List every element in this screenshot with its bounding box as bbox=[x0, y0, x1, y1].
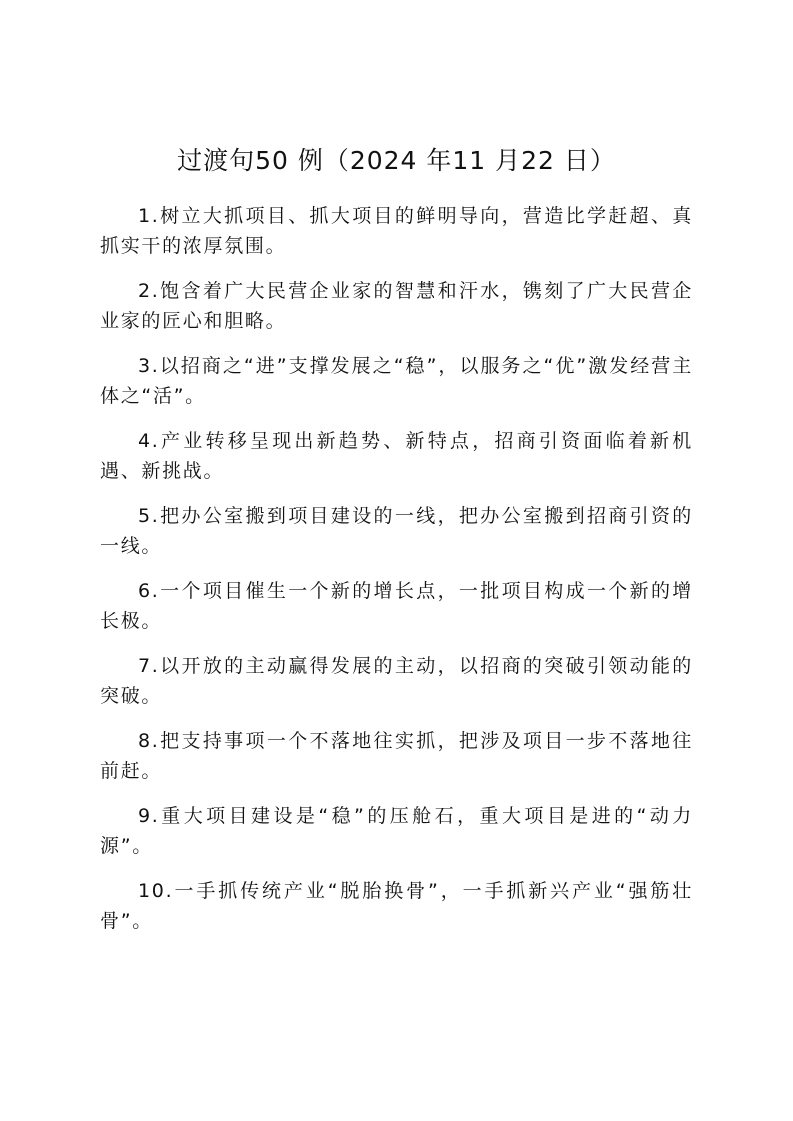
list-item: 8.把支持事项一个不落地往实抓，把涉及项目一步不落地往前赶。 bbox=[100, 730, 693, 782]
document-title: 过渡句50 例（2024 年11 月22 日） bbox=[177, 146, 616, 175]
list-item: 6.一个项目催生一个新的增长点，一批项目构成一个新的增长极。 bbox=[100, 580, 693, 632]
list-item: 7.以开放的主动赢得发展的主动，以招商的突破引领动能的突破。 bbox=[100, 655, 693, 707]
list-item: 5.把办公室搬到项目建设的一线，把办公室搬到招商引资的一线。 bbox=[100, 505, 693, 557]
list-item: 2.饱含着广大民营企业家的智慧和汗水，镌刻了广大民营企业家的匠心和胆略。 bbox=[100, 280, 693, 332]
list-item: 9.重大项目建设是“稳”的压舱石，重大项目是进的“动力源”。 bbox=[100, 805, 693, 857]
list-item: 1.树立大抓项目、抓大项目的鲜明导向，营造比学赶超、真抓实干的浓厚氛围。 bbox=[100, 205, 693, 257]
list-item: 10.一手抓传统产业“脱胎换骨”，一手抓新兴产业“强筋壮骨”。 bbox=[100, 880, 693, 932]
list-item: 3.以招商之“进”支撑发展之“稳”，以服务之“优”激发经营主体之“活”。 bbox=[100, 355, 693, 407]
list-item: 4.产业转移呈现出新趋势、新特点，招商引资面临着新机遇、新挑战。 bbox=[100, 430, 693, 482]
